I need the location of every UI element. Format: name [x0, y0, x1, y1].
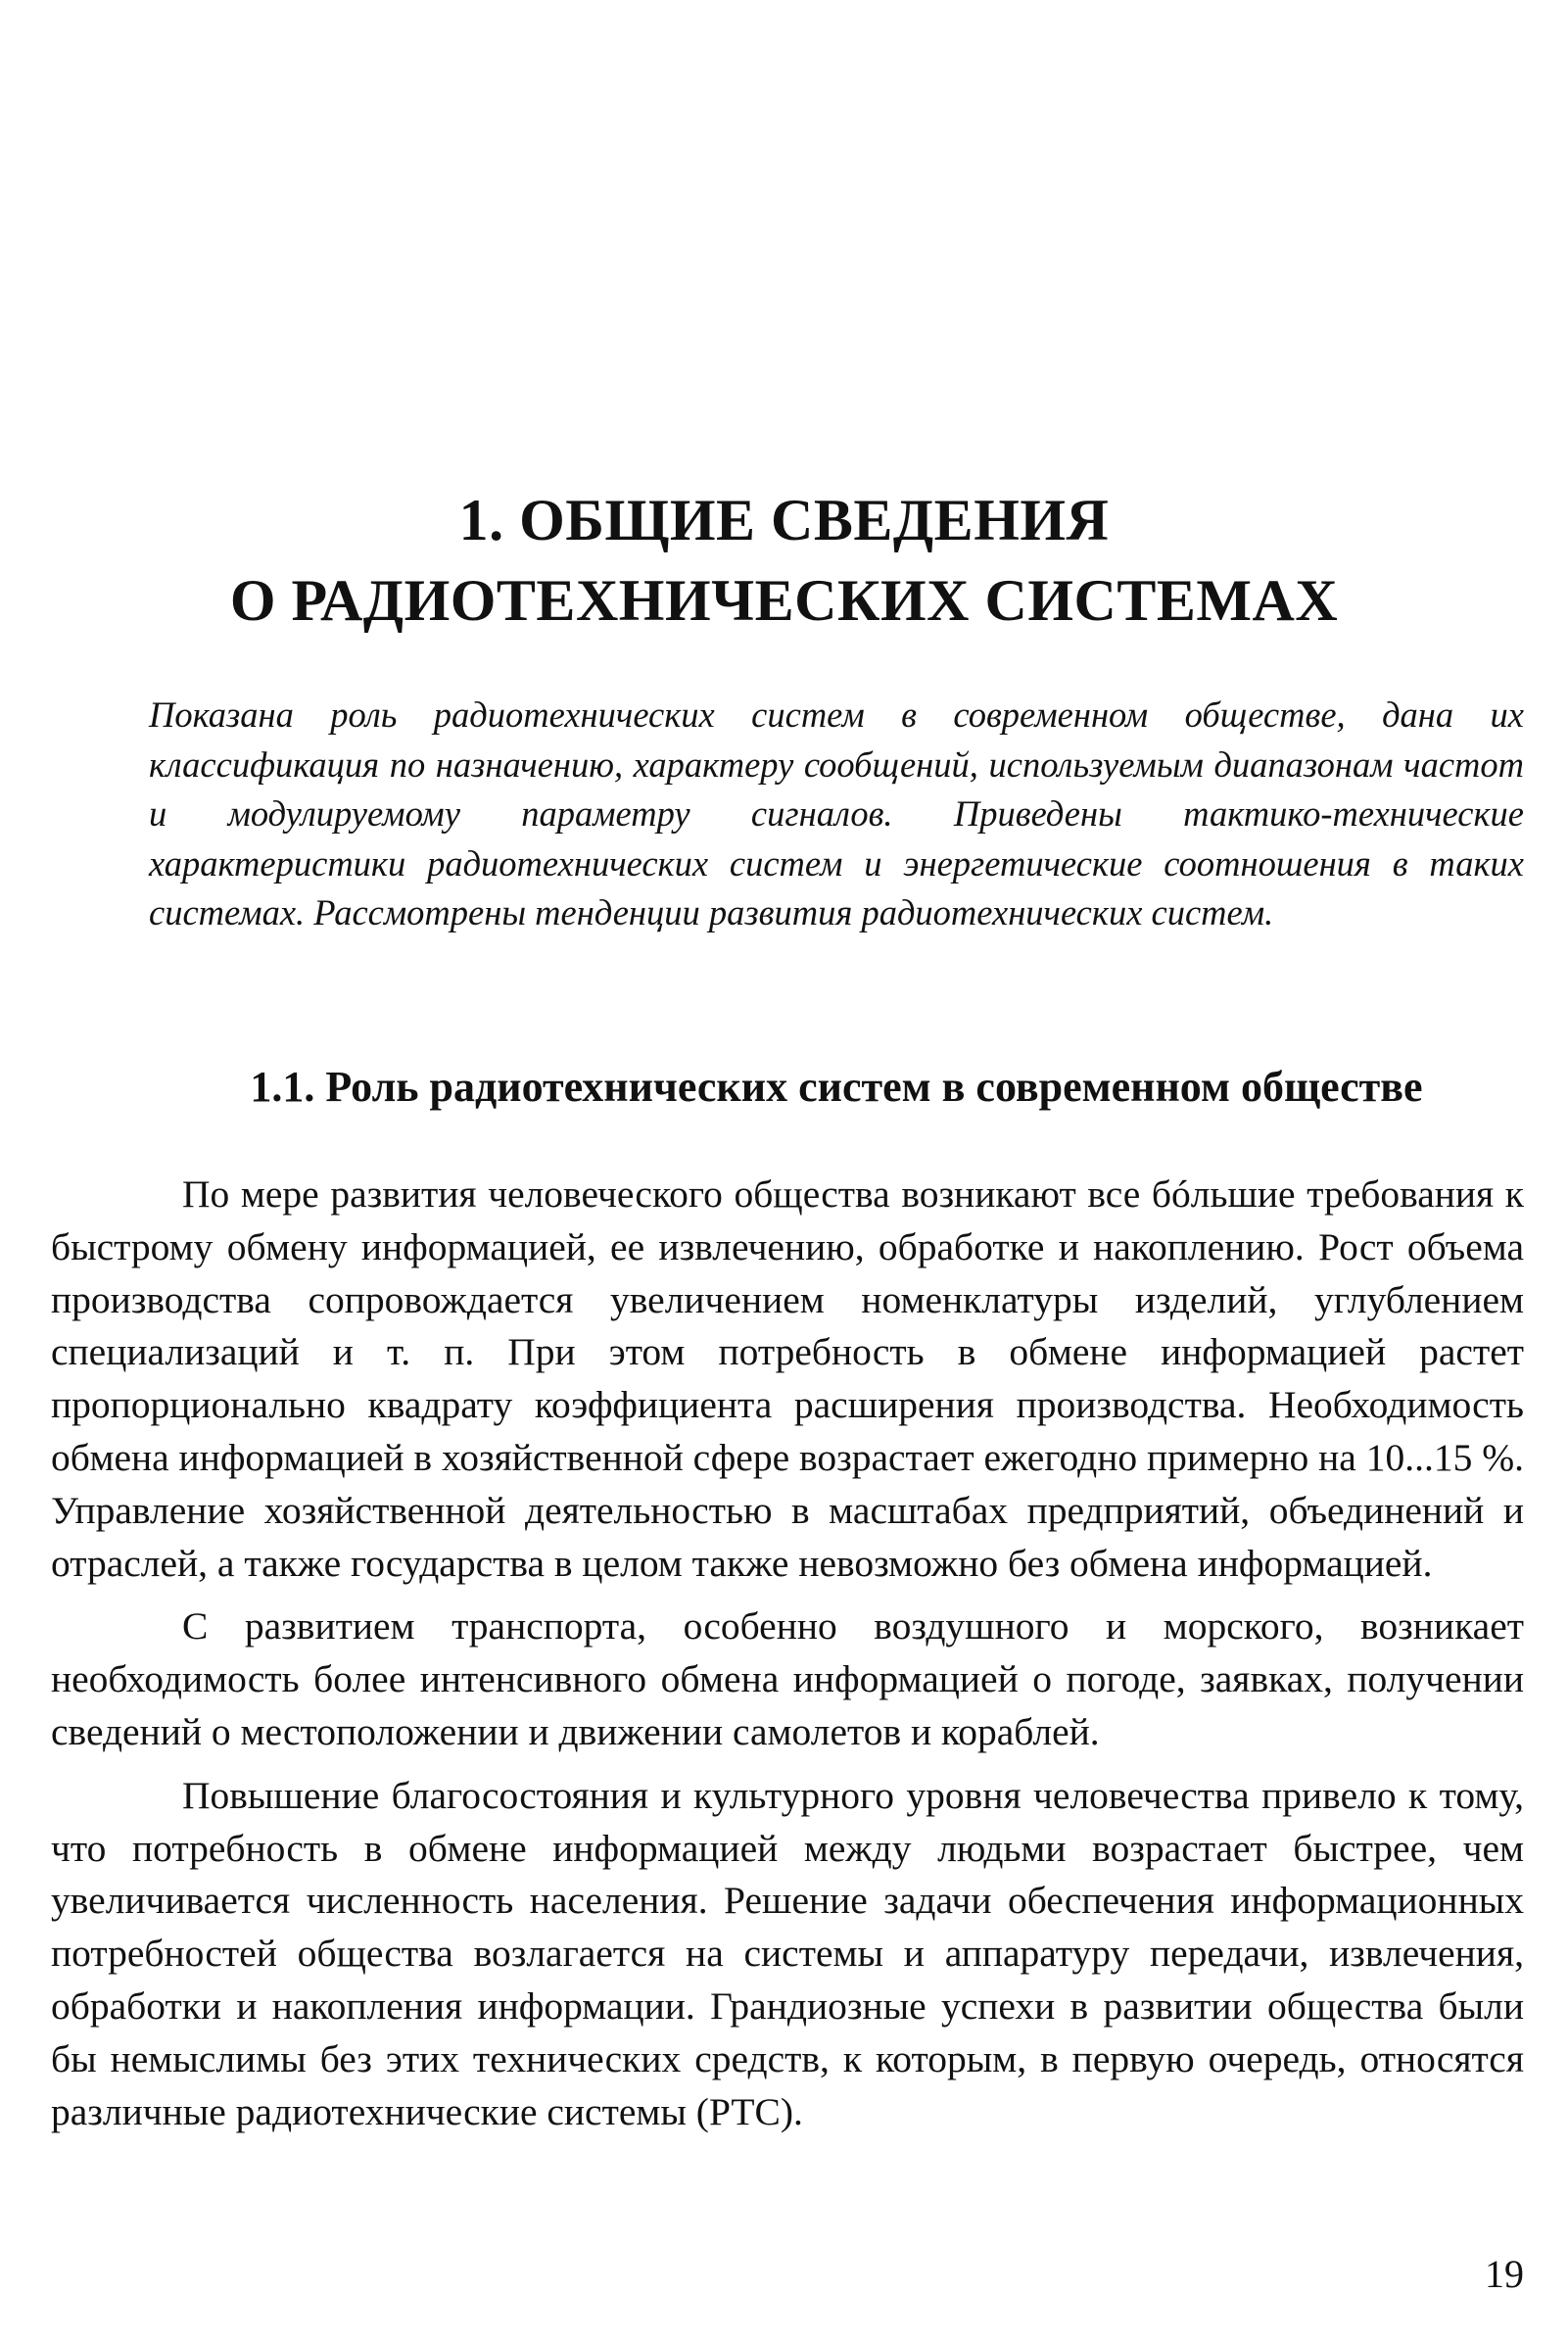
paragraph: С развитием транспорта, особенно воздушного и морского, возникает необходимость более интенсивного обмена информацией о погоде, заявках, получении сведений о местоположении и движении самолетов и кораблей. [51, 1604, 1524, 1753]
chapter-title-line-1: 1. ОБЩИЕ СВЕДЕНИЯ [458, 488, 1110, 552]
section-body [51, 1169, 1524, 2149]
paragraph: По мере развития человеческого общества возникают все бóльшие требования к быстрому обмену информацией, ее извлечению, обработке и накоплению. Рост объема производства сопровождается увеличением номенклатуры изделий, углублением специализаций и т. п. При этом потребность в обмене информацией растет пропорционально квадрату коэффициента расширения производства. Необходимость обмена информацией в хозяйственной сфере возрастает ежегодно примерно на 10...15 %. Управление хозяйственной деятельностью в масштабах предприятий, объединений и отраслей, а также государства в целом также невозможно без обмена информацией. [51, 1172, 1524, 1585]
section-heading: 1.1. Роль радиотехнических систем в современном обществе [250, 1063, 1423, 1111]
paragraph: Повышение благосостояния и культурного уровня человечества привело к тому, что потребность в обмене информацией между людьми возрастает быстрее, чем увеличивается численность населения. Решение задачи обеспечения информационных потребностей общества возлагается на системы и аппаратуру передачи, извлечения, обработки и накопления информации. Грандиозные успехи в развитии общества были бы немыслимы без этих технических средств, к которым, в первую очередь, относятся различные радиотехнические системы (РТС). [51, 1773, 1524, 2133]
chapter-title-line-2: О РАДИОТЕХНИЧЕСКИХ СИСТЕМАХ [229, 568, 1339, 633]
chapter-abstract: Показана роль радиотехнических систем в современном обществе, дана их классификация по назначению, характеру сообщений, используемым диапазонам частот и модулируемому параметру сигналов. Приведены тактико-технические характеристики радиотехнических систем и энергетические соотношения в таких системах. Рассмотрены тенденции развития радиотехнических систем. [149, 694, 1524, 932]
page-number: 19 [1485, 2252, 1524, 2296]
chapter-title [196, 480, 1372, 641]
